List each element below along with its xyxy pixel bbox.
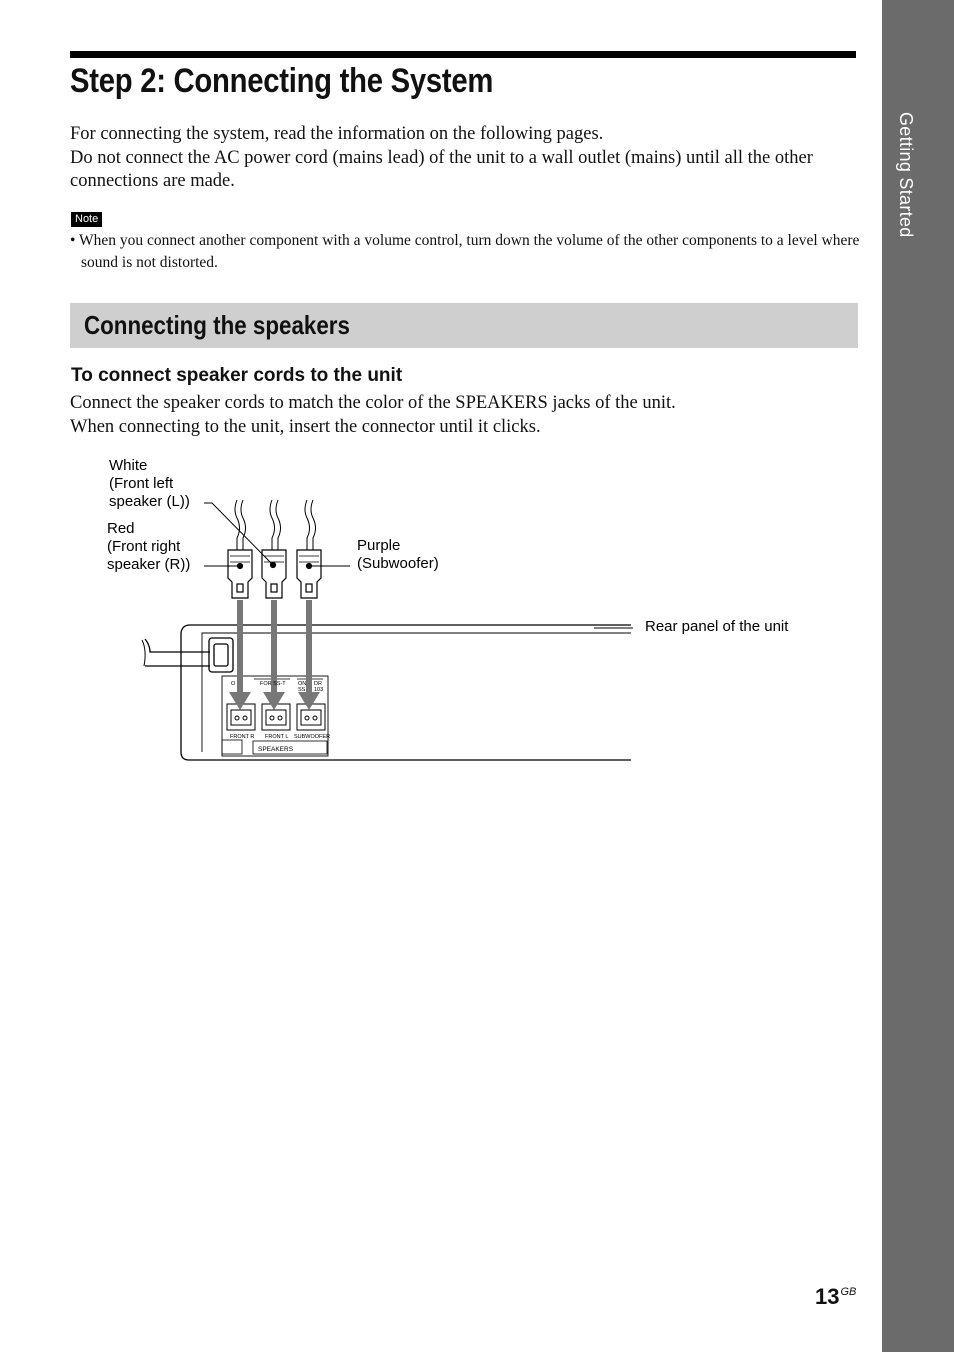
label-red: Red (Front right speaker (R)) (107, 520, 191, 573)
jack-label-front-l: FRONT L (265, 734, 289, 740)
intro-line-2: Do not connect the AC power cord (mains lead) of the unit to a wall outlet (mains) until all the other connections are made. (70, 147, 813, 191)
panel-text-103: 103 (314, 687, 324, 693)
side-tab-label: Getting Started (896, 112, 916, 238)
page-title: Step 2: Connecting the System (70, 62, 494, 100)
jack-label-front-r: FRONT R (230, 734, 255, 740)
panel-text-ss: SS (298, 687, 306, 693)
power-cord (142, 638, 233, 672)
page-number: $13^{GB}$ (815, 1284, 857, 1309)
connection-arrows (229, 600, 320, 710)
note-text: • When you connect another component with a volume control, turn down the volume of the other components to a level where sound is not distorted. (70, 232, 860, 271)
label-purple: Purple (Subwoofer) (357, 537, 439, 572)
sub-heading: To connect speaker cords to the unit (71, 365, 403, 386)
panel-text-for: FOR SS-T (260, 681, 286, 687)
section-body (70, 392, 860, 439)
section-para-1: Connect the speaker cords to match the color of the SPEAKERS jacks of the unit. (70, 393, 676, 413)
panel-label-speakers: SPEAKERS (258, 746, 294, 753)
title-rule (70, 51, 856, 58)
page-number-suffix: GB (840, 1286, 857, 1298)
jack-label-subwoofer: SUBWOOFER (294, 734, 331, 740)
panel-text-dr: DR (314, 681, 322, 687)
diagram-illustration (100, 450, 820, 780)
speaker-connectors (228, 550, 321, 598)
jack-pins (231, 710, 321, 725)
note-badge: Note (71, 212, 102, 227)
label-rear-panel: Rear panel of the unit (645, 618, 789, 635)
panel-text-o: O (231, 681, 236, 687)
panel-text-on: ON (298, 681, 307, 687)
speaker-cords (235, 500, 316, 550)
speaker-connection-diagram (100, 450, 820, 780)
intro-text (70, 123, 860, 194)
section-para-2: When connecting to the unit, insert the connector until it clicks. (70, 416, 541, 437)
section-title: Connecting the speakers (84, 310, 350, 340)
label-white: White (Front left speaker (L)) (109, 457, 190, 510)
intro-line-1: For connecting the system, read the information on the following pages. (70, 124, 604, 144)
